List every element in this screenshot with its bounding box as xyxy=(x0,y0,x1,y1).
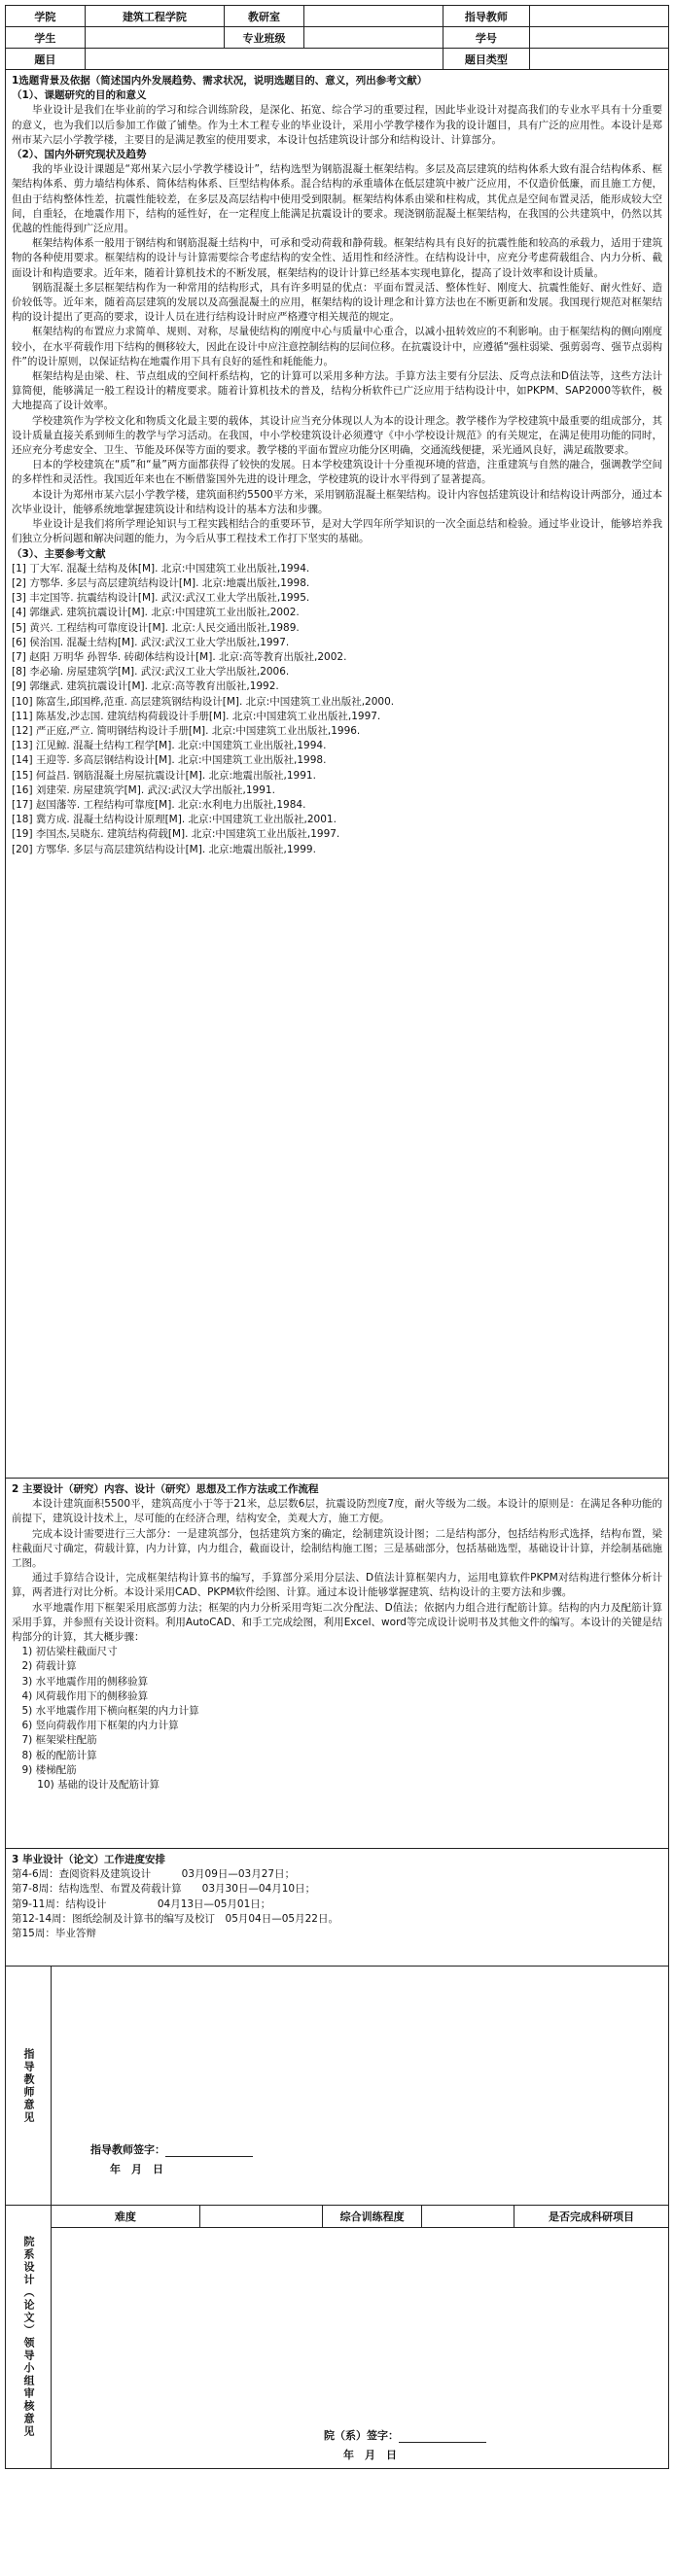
topic-type-label: 题目类型 xyxy=(443,49,530,70)
schedule-row: 第4-6周：查阅资料及建筑设计 03月09日—03月27日； xyxy=(12,1868,296,1881)
class-label: 专业班级 xyxy=(225,27,304,49)
training-value xyxy=(421,2206,514,2228)
task-document xyxy=(5,5,669,2469)
advisor-opinion-body xyxy=(52,1967,668,2205)
id-label: 学号 xyxy=(443,27,530,49)
paragraph: 水平地震作用下框架采用底部剪力法；框架的内力分析采用弯矩二次分配法、D值法；依据内力组合进行配筋计算。结构的内力及配筋计算采用手算，并参照有关设计资料。利用AutoCAD、和手工完成绘图，利用Excel、word等完成设计说明书及其他文件的编写。本设计的关键是结构部分的计算，其大概步骤： xyxy=(12,1601,662,1644)
reference-item: [14] 王迎等. 多高层钢结构设计[M]. 北京:中国建筑工业出版社,1998. xyxy=(12,754,327,767)
class-value xyxy=(303,27,443,49)
schedule-row: 第15周：毕业答辩 xyxy=(12,1928,96,1940)
section3-title: 3 毕业设计（论文）工作进度安排 xyxy=(12,1854,165,1865)
header-table xyxy=(5,5,669,70)
reference-item: [8] 李必瑜. 房屋建筑学[M]. 武汉:武汉工业大学出版社,2006. xyxy=(12,666,290,679)
reference-item: [19] 李国杰,吴晓东. 建筑结构荷载[M]. 北京:中国建筑工业出版社,1997. xyxy=(12,828,340,841)
teacher-value xyxy=(303,6,443,27)
reference-item: [7] 赵阳 万明华 孙智华. 砖砌体结构设计[M]. 北京:高等教育出版社,2002. xyxy=(12,650,347,663)
reference-list xyxy=(12,562,662,857)
reference-item: [2] 方鄂华. 多层与高层建筑结构设计[M]. 北京:地震出版社,1998. xyxy=(12,576,310,589)
paragraph: 完成本设计需要进行三大部分：一是建筑部分，包括建筑方案的确定，绘制建筑设计图；二是结构部分，包括结构形式选择，结构布置，梁柱截面尺寸确定，荷载计算，内力计算，内力组合，截面设计，绘制结构施工图；三是基础部分，包括基础选型，基础设计计算，并绘制基础施工图。 xyxy=(12,1527,662,1570)
reference-item: [13] 江见鲸. 混凝土结构工程学[M]. 北京:中国建筑工业出版社,1994. xyxy=(12,740,327,752)
reference-item: [6] 侯治国. 混凝土结构[M]. 武汉:武汉工业大学出版社,1997. xyxy=(12,636,290,648)
review-label: 院系设计（论文）领导小组审核意见 xyxy=(6,2206,52,2468)
teacher-label: 教研室 xyxy=(225,6,304,27)
college-value: 建筑工程学院 xyxy=(85,6,224,27)
reference-item: [3] 丰定国等. 抗震结构设计[M]. 武汉:武汉工业大学出版社,1995. xyxy=(12,592,310,605)
section-background xyxy=(5,70,669,1479)
step-item: 6) 竖向荷载作用下框架的内力计算 xyxy=(21,1720,179,1732)
advisor-signature-label: 指导教师签字： xyxy=(90,2143,165,2156)
paragraph: 学校建筑作为学校文化和物质文化最主要的载体，其设计应当充分体现以人为本的设计理念。教学楼作为学校建筑中最重要的组成部分，其设计质量直接关系到师生的教学与学习活动。在我国，中小学校建筑设计必须遵守《中小学校设计规范》的有关规定，在满足使用功能的同时，还应充分考虑安全、卫生、节能及环保等方面的要求。教学楼的平面布置应功能分区明确，交通流线便捷，采光通风良好，满足疏散要求。 xyxy=(12,414,662,457)
step-item: 5) 水平地震作用下横向框架的内力计算 xyxy=(21,1705,199,1718)
topic-type-value xyxy=(529,49,668,70)
reference-item: [16] 刘建荣. 房屋建筑学[M]. 武汉:武汉大学出版社,1991. xyxy=(12,783,275,796)
advisor-opinion xyxy=(5,1967,669,2206)
reference-item: [4] 郭继武. 建筑抗震设计[M]. 北京:中国建筑工业出版社,2002. xyxy=(12,607,300,619)
review-signature xyxy=(324,2427,486,2443)
reference-item: [1] 丁大军. 混凝土结构及体[M]. 北京:中国建筑工业出版社,1994. xyxy=(12,562,310,574)
schedule-row: 第9-11周：结构设计 04月13日—05月01日； xyxy=(12,1897,271,1910)
reference-item: [15] 何益昌. 钢筋混凝土房屋抗震设计[M]. 北京:地震出版社,1991. xyxy=(12,769,316,782)
review-date: 年 月 日 xyxy=(343,2449,397,2461)
reference-item: [18] 冀方成. 混凝土结构设计原理[M]. 北京:中国建筑工业出版社,2001. xyxy=(12,814,337,826)
student-value xyxy=(85,27,224,49)
research-label: 是否完成科研项目 xyxy=(514,2206,668,2228)
advisor-signature xyxy=(90,2141,253,2157)
reference-item: [20] 方鄂华. 多层与高层建筑结构设计[M]. 北京:地震出版社,1999. xyxy=(12,843,316,855)
section1-sub3: （3）、主要参考文献 xyxy=(12,547,106,560)
step-item: 1) 初估梁柱截面尺寸 xyxy=(21,1646,118,1658)
student-label: 学生 xyxy=(6,27,86,49)
advisor-opinion-label: 指导教师意见 xyxy=(6,1967,52,2205)
review-signature-label: 院（系）签字： xyxy=(324,2429,399,2442)
reference-item: [12] 严正庭,严立. 简明钢结构设计手册[M]. 北京:中国建筑工业出版社,1996. xyxy=(12,724,361,737)
difficulty-label: 难度 xyxy=(52,2206,199,2228)
training-label: 综合训练程度 xyxy=(323,2206,421,2228)
review-body xyxy=(52,2206,668,2468)
paragraph: 框架结构的布置应力求简单、规则、对称，尽量使结构的刚度中心与质量中心重合，以减小扭转效应的不利影响。由于框架结构的侧向刚度较小，在水平荷载作用下结构的侧移较大，因此在设计中应注意控制结构的层间位移。在抗震设计中，应遵循“强柱弱梁、强剪弱弯、强节点弱构件”的设计原则，以保证结构在地震作用下具有良好的延性和耗能能力。 xyxy=(12,326,662,367)
difficulty-value xyxy=(199,2206,323,2228)
paragraph: 本设计建筑面积5500平，建筑高度小于等于21米，总层数6层，抗震设防烈度7度，耐火等级为二级。本设计的原则是：在满足各种功能的前提下，建筑设计技术上，尽可能的在经济合理，结构安全，美观大方，施工方便。 xyxy=(12,1498,662,1525)
advisor-date: 年 月 日 xyxy=(110,2163,163,2176)
schedule-row: 第12-14周：图纸绘制及计算书的编写及校订 05月04日—05月22日。 xyxy=(12,1912,338,1925)
step-list xyxy=(12,1645,662,1793)
topic-label: 题目 xyxy=(6,49,86,70)
rating-table xyxy=(52,2206,668,2228)
reference-item: [11] 陈基发,沙志国. 建筑结构荷载设计手册[M]. 北京:中国建筑工业出版社,1997. xyxy=(12,710,381,722)
review-opinion xyxy=(5,2206,669,2469)
signature-line xyxy=(165,2144,253,2157)
paragraph: 本设计为郑州市某六层小学教学楼，建筑面积约5500平方米，采用钢筋混凝土框架结构。设计内容包括建筑设计和结构设计两部分，通过本次毕业设计，能够系统地掌握建筑设计和结构设计的基本方法和步骤。 xyxy=(12,488,662,515)
step-item: 4) 风荷载作用下的侧移验算 xyxy=(21,1689,149,1702)
paragraph: 框架结构体系一般用于钢结构和钢筋混凝土结构中，可承和受动荷载和静荷载。框架结构具有良好的抗震性能和较高的承载力，适用于建筑物的各种使用要求。框架结构的设计与计算需要综合考虑结构的安全性、适用性和经济性。在结构设计中，应充分考虑荷载组合、内力分析、截面设计和构造要求。近年来，随着计算机技术的不断发展，框架结构的设计计算已经基本实现电算化，提高了设计效率和设计质量。 xyxy=(12,237,662,279)
paragraph: 我的毕业设计课题是“郑州某六层小学教学楼设计”，结构选型为钢筋混凝土框架结构。多层及高层建筑的结构体系大致有混合结构体系、框架结构体系、剪力墙结构体系、简体结构体系、巨型结构体系。混合结构的承重墙体在低层建筑中被广泛应用，不仅造价低廉，而且施工方便，但由于结构整体性差，抗震性能较差，在多层及高层结构中使用受到限制。框架结构体系由梁和柱构成，其优点是空间布置灵活，能形成较大空间，自重轻，在地震作用下，结构的延性好，在一定程度上能满足抗震设计的要求。现浇钢筋混凝土框架结构，在我国的公共建筑中，仍然以其优越的性能得到广泛应用。 xyxy=(12,163,662,235)
paragraph: 毕业设计是我们将所学理论知识与工程实践相结合的重要环节，是对大学四年所学知识的一次全面总结和检验。通过毕业设计，能够培养我们独立分析问题和解决问题的能力，为今后从事工程技术工作打下坚实的基础。 xyxy=(12,518,662,545)
section1-title: 1选题背景及依据（简述国内外发展趋势、需求状况，说明选题目的、意义，列出参考文献） xyxy=(12,75,428,87)
section2-title: 2 主要设计（研究）内容、设计（研究）思想及工作方法或工作流程 xyxy=(12,1483,319,1495)
paragraph: 通过手算结合设计，完成框架结构计算书的编写，手算部分采用分层法、D值法计算框架内力，运用电算软件PKPM对结构进行整体分析计算，两者进行对比分析。本设计采用CAD、PKPM软件绘图、计算。通过本设计能够掌握建筑、结构设计的主要方法和步骤。 xyxy=(12,1572,662,1599)
section1-sub1: （1）、课题研究的目的和意义 xyxy=(12,89,147,102)
advisor-value xyxy=(529,6,668,27)
advisor-label: 指导教师 xyxy=(443,6,530,27)
reference-item: [9] 郭继武. 建筑抗震设计[M]. 北京:高等教育出版社,1992. xyxy=(12,680,279,693)
section1-sub1-text: 毕业设计是我们在毕业前的学习和综合训练阶段，是深化、拓宽、综合学习的重要过程，因此毕业设计对提高我们的专业水平具有十分重要的意义，也为我们以后参加工作做了铺垫。作为土木工程专业的毕业设计，采用小学教学楼作为我的设计题目，具有广泛的应用性。本设计是郑州市某六层小学教学楼，主要目的是满足教室的使用要求，本设计包括建筑设计部分和结构设计、计算部分。 xyxy=(12,104,662,146)
section1-sub2: （2）、国内外研究现状及趋势 xyxy=(12,149,147,161)
step-item: 7) 框架梁柱配筋 xyxy=(21,1734,97,1747)
section-schedule xyxy=(5,1849,669,1967)
topic-value xyxy=(85,49,443,70)
college-label: 学院 xyxy=(6,6,86,27)
reference-item: [5] 黄兴. 工程结构可靠度设计[M]. 北京:人民交通出版社,1989. xyxy=(12,621,300,634)
step-item: 2) 荷载计算 xyxy=(21,1660,77,1673)
paragraph: 日本的学校建筑在“质”和“量”两方面都获得了较快的发展。日本学校建筑设计十分重视环境的营造，注重建筑与自然的融合，强调教学空间的多样性和灵活性。我国近年来也在不断借鉴国外先进的设计理念，学校建筑的设计水平得到了显著提高。 xyxy=(12,459,662,486)
step-item: 9) 楼梯配筋 xyxy=(21,1763,77,1776)
schedule-row: 第7-8周：结构选型、布置及荷载计算 03月30日—04月10日； xyxy=(12,1883,316,1896)
step-item: 3) 水平地震作用的侧移验算 xyxy=(21,1675,149,1688)
reference-item: [10] 陈富生,邱国桦,范重. 高层建筑钢结构设计[M]. 北京:中国建筑工业出版社,2000. xyxy=(12,695,395,708)
step-item: 8) 板的配筋计算 xyxy=(21,1749,97,1761)
id-value xyxy=(529,27,668,49)
step-item: 10) 基础的设计及配筋计算 xyxy=(37,1779,160,1792)
signature-line xyxy=(399,2430,486,2443)
reference-item: [17] 赵国藩等. 工程结构可靠度[M]. 北京:水利电力出版社,1984. xyxy=(12,798,306,811)
paragraph: 框架结构是由梁、柱、节点组成的空间杆系结构，它的计算可以采用多种方法。手算方法主要有分层法、反弯点法和D值法等，这些方法计算简便，能够满足一般工程设计的精度要求。随着计算机技术的普及，结构分析软件已广泛应用于结构设计中，如PKPM、SAP2000等软件，极大地提高了设计效率。 xyxy=(12,370,662,412)
paragraph: 钢筋混凝土多层框架结构作为一种常用的结构形式，具有许多明显的优点：平面布置灵活、整体性好、刚度大、抗震性能好、耐火性好、造价较低等。近年来，随着高层建筑的发展以及高强混凝土的应用，框架结构的设计理念和计算方法也在不断更新和发展。我国现行规范对框架结构的设计提出了更高的要求，设计人员在进行结构设计时应严格遵守相关规范的规定。 xyxy=(12,281,662,324)
section-design-content xyxy=(5,1479,669,1849)
